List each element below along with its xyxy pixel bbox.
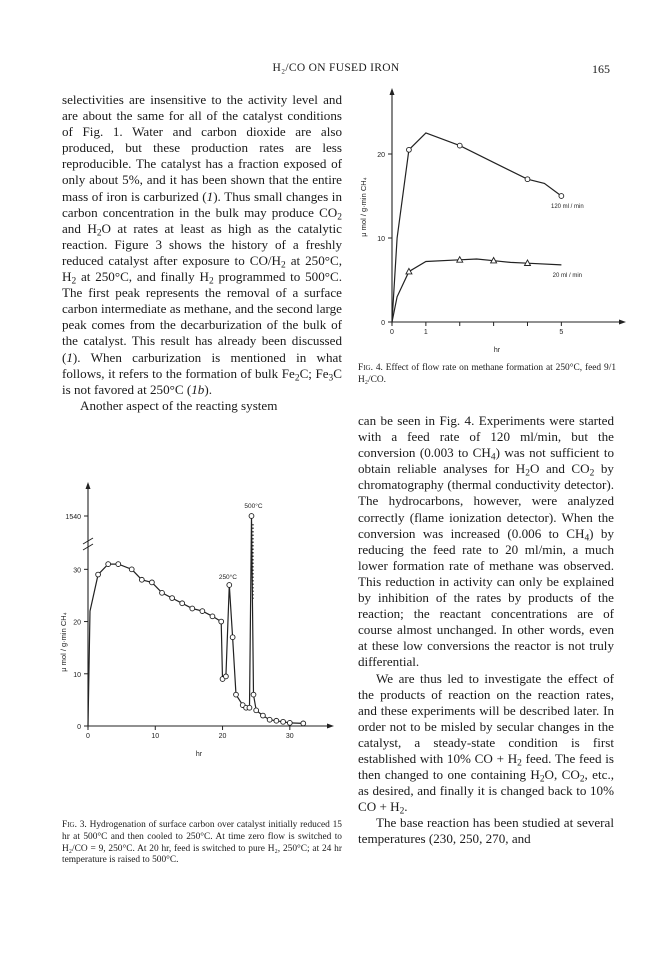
figure-4-caption xyxy=(358,363,616,387)
series-label: 20 ml / min xyxy=(552,272,583,279)
annotation-250c: 250°C xyxy=(218,574,237,581)
data-point xyxy=(160,590,165,595)
data-point xyxy=(406,268,412,274)
data-point xyxy=(281,719,286,724)
data-point xyxy=(139,577,144,582)
x-axis-arrow xyxy=(619,320,626,325)
x-tick-label: 5 xyxy=(559,329,564,336)
series-line xyxy=(88,516,303,726)
data-point xyxy=(247,705,252,710)
data-point xyxy=(129,567,134,572)
figure-4-chart xyxy=(340,80,630,355)
series-label: 120 ml / min xyxy=(551,204,584,210)
y-tick-label: 1540 xyxy=(65,514,81,521)
right-column-paragraph: We are thus led to investigate the effect of the products of reaction on the reaction rates, and these experiments will be described later. In order not to be misled by secular changes in the catalyst, a steady-state condition is first established with 10% CO + $H_2$ feed. The feed is then changed to one containing $H_2O$, $CO_2$, etc., as desired, and finally it is changed back to 10% CO + $H_2$. xyxy=(358,670,614,817)
data-point xyxy=(106,562,111,567)
right-column-text xyxy=(358,413,614,848)
data-point xyxy=(96,572,101,577)
series-line xyxy=(392,259,561,322)
y-axis-arrow xyxy=(390,88,395,95)
y-tick-label: 10 xyxy=(73,671,81,679)
x-tick-label: 0 xyxy=(86,733,90,740)
x-tick-label: 1 xyxy=(423,329,428,336)
data-point xyxy=(170,596,175,601)
figure-4-caption-text: Effect of flow rate on methane formation at 250°C, feed 9/1 H₂/CO. xyxy=(358,363,617,385)
series-line xyxy=(392,133,561,322)
figure-3-caption xyxy=(62,820,342,867)
x-tick-label: 10 xyxy=(151,733,160,740)
y-tick-label: 0 xyxy=(77,724,81,731)
data-point xyxy=(190,606,195,611)
data-point xyxy=(210,614,215,619)
y-tick-label: 10 xyxy=(377,236,385,243)
right-column-paragraph: The base reaction has been studied at several temperatures (230, 250, 270, and xyxy=(358,815,614,847)
y-axis-label: μ mol / g·min CH₄ xyxy=(359,177,368,237)
x-tick-label: 0 xyxy=(390,329,394,336)
y-tick-label: 20 xyxy=(377,152,385,159)
data-point xyxy=(249,514,254,519)
figure-3-caption-text: Hydrogenation of surface carbon over catalyst initially reduced 15 hr at 500°C and then cooled to 250°C. At time zero flow is switched to H₂/CO = 9, 250°C. At 20 hr, feed is switched to pure H₂, 250°C; at 24 hr temperature is raised to 500°C. xyxy=(62,820,342,866)
left-column-text xyxy=(62,92,342,414)
y-tick-label: 30 xyxy=(73,567,81,575)
left-column-paragraph: selectivities are insensitive to the activity level and are about the same for all of the catalyst conditions of Fig. 1. Water and carbon dioxide are also produced, but these production rates are less reproducible. The catalyst has a fraction exposed of only about 5%, and it has been shown that the entire mass of iron is carburized (1). Thus small changes in carbon concentration in the bulk may produce $CO_2$ and $H_2O$ at rates at least as high as the catalytic reaction. Figure 3 shows the history of a freshly reduced catalyst after exposure to $CO/H_2$ at 250°C, $H_2$ at 250°C, and finally $H_2$ programmed to 500°C. The first peak represents the removal of a surface carbon intermediate as methane, and the second large peak comes from the decarburization of the bulk of the catalyst. This result has already been discussed (1). When carburization is mentioned in what follows, it refers to the formation of bulk $Fe_2C$; $Fe_3C$ is not favored at 250°C (1b). xyxy=(62,92,342,397)
x-axis-arrow xyxy=(327,724,334,729)
x-tick-label: 30 xyxy=(285,733,294,740)
y-axis-arrow xyxy=(86,482,91,489)
left-column-paragraph: Another aspect of the reacting system xyxy=(80,397,278,413)
figure-3-label: Fig. 3. xyxy=(62,820,87,830)
data-point xyxy=(301,721,306,726)
running-title: H₂/CO ON FUSED IRON xyxy=(272,62,400,74)
figure-3-chart xyxy=(52,478,342,808)
y-axis-label: μ mol / g·min CH₄ xyxy=(59,612,68,672)
x-axis-label: hr xyxy=(195,751,203,758)
data-point xyxy=(180,601,185,606)
right-column-paragraph: can be seen in Fig. 4. Experiments were started with a feed rate of 120 ml/min, but the conversion (0.003 to $CH_4$) was not sufficient to obtain reliable analyses for $H_2O$ and $CO_2$ by chromatography (thermal conductivity detector). The hydrocarbons, however, were analyzed correctly (flame ionization detector). When the conversion was increased (0.006 to $CH_4$) by reducing the feed rate to 20 ml/min, a much lower formation rate of methane was observed. This reduction in activity can only be explained by inhibition of the rates by products of the reaction; the reactant concentrations are of course almost unchanged. In other words, even at these low conversions the reactor is not truly differential. xyxy=(358,413,615,670)
data-point xyxy=(525,177,530,182)
data-point xyxy=(230,635,235,640)
y-tick-label: 0 xyxy=(381,320,385,327)
data-point xyxy=(200,609,205,614)
page-number: 165 xyxy=(592,62,610,76)
data-point xyxy=(261,713,266,718)
y-tick-label: 20 xyxy=(73,619,81,627)
x-tick-label: 20 xyxy=(218,733,227,740)
data-point xyxy=(219,619,224,624)
data-point xyxy=(150,580,155,585)
data-point xyxy=(254,708,259,713)
data-point xyxy=(267,717,272,722)
data-point xyxy=(274,718,279,723)
data-point xyxy=(287,720,292,725)
data-point xyxy=(234,692,239,697)
annotation-500c: 500°C xyxy=(244,503,263,510)
data-point xyxy=(457,143,462,148)
running-header xyxy=(0,62,672,78)
figure-4-label: Fig. 4. xyxy=(358,363,383,373)
x-axis-label: hr xyxy=(493,347,501,354)
data-point xyxy=(116,562,121,567)
data-point xyxy=(251,692,256,697)
data-point xyxy=(224,674,229,679)
data-point xyxy=(227,583,232,588)
data-point xyxy=(407,147,412,152)
data-point xyxy=(559,194,564,199)
